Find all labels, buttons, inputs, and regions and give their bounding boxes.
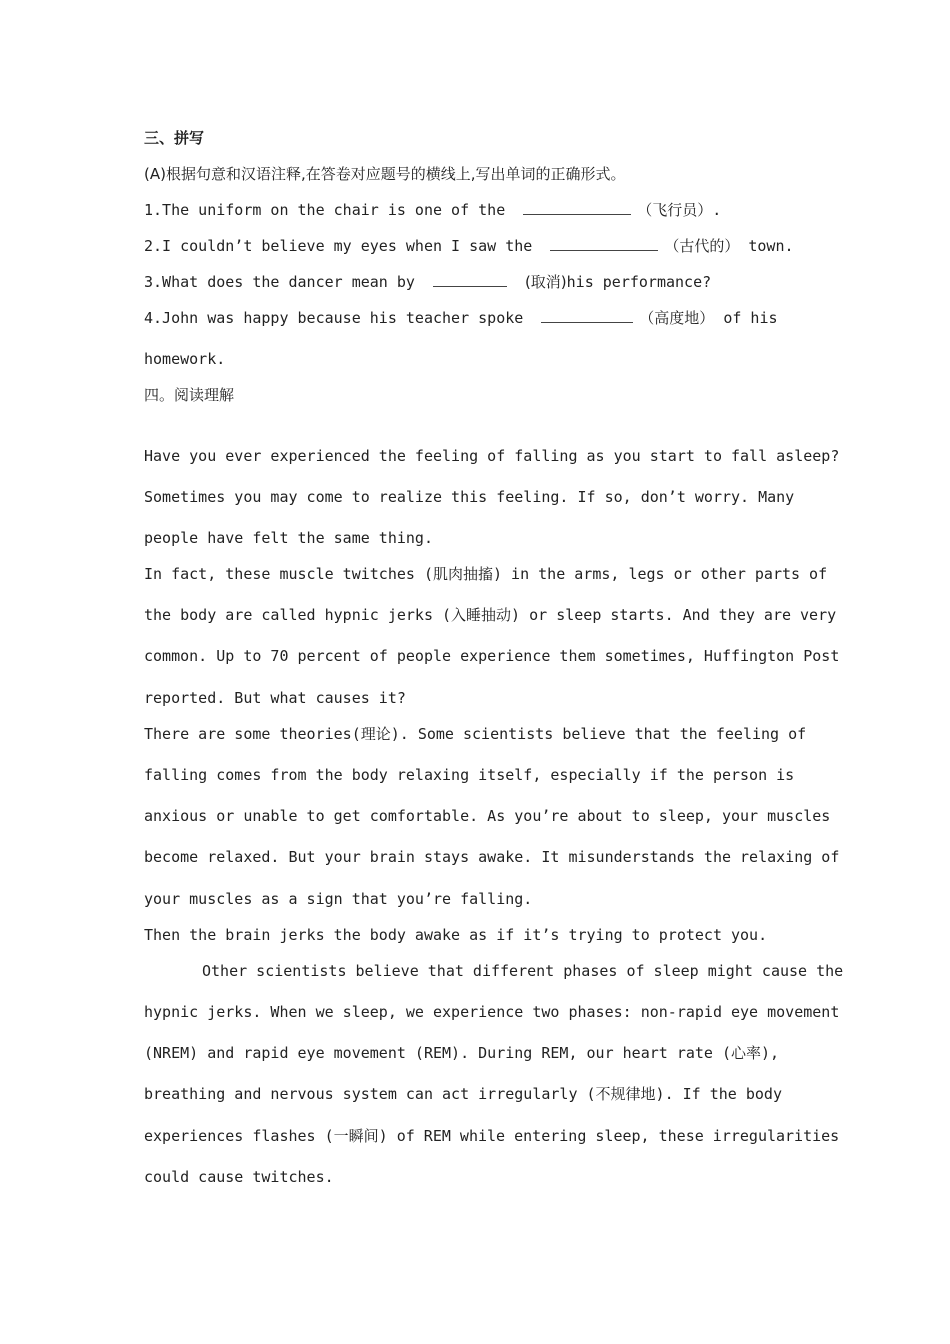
question-2-text: 2.I couldn’t believe my eyes when I saw the <box>144 237 533 255</box>
question-4-end: of his <box>714 309 778 327</box>
section-3-instruction: (A)根据句意和汉语注释,在答卷对应题号的横线上,写出单词的正确形式。 <box>144 165 626 183</box>
question-1 <box>144 200 721 220</box>
passage-line: experiences flashes (一瞬间) of REM while entering sleep, these irregularities <box>144 1127 840 1145</box>
passage-line: Other scientists believe that different phases of sleep might cause the <box>202 962 844 980</box>
question-2 <box>144 236 794 256</box>
question-3-blank[interactable] <box>433 272 507 287</box>
question-3-text: 3.What does the dancer mean by <box>144 273 415 291</box>
question-4-hint: （高度地） <box>639 309 715 327</box>
passage-line: common. Up to 70 percent of people experience them sometimes, Huffington Post <box>144 647 840 665</box>
question-2-hint: （古代的） <box>664 237 740 255</box>
passage-line: falling comes from the body relaxing itself, especially if the person is <box>144 766 795 784</box>
passage-line: There are some theories(理论). Some scientists believe that the feeling of <box>144 725 807 743</box>
question-2-blank[interactable] <box>550 236 658 251</box>
section-4-title: 四。阅读理解 <box>144 386 235 404</box>
question-1-hint: （飞行员） <box>637 201 713 219</box>
section-3-title: 三、拼写 <box>144 129 205 147</box>
passage-line: reported. But what causes it? <box>144 689 406 707</box>
question-4-continued: homework. <box>144 350 226 368</box>
passage-line: your muscles as a sign that you’re falling. <box>144 890 533 908</box>
passage-line: the body are called hypnic jerks (入睡抽动) or sleep starts. And they are very <box>144 606 837 624</box>
question-4-text: 4.John was happy because his teacher spoke <box>144 309 524 327</box>
question-1-end: . <box>712 201 722 219</box>
question-1-blank[interactable] <box>523 200 631 215</box>
passage-line: Sometimes you may come to realize this feeling. If so, don’t worry. Many <box>144 488 795 506</box>
passage-line: become relaxed. But your brain stays awake. It misunderstands the relaxing of <box>144 848 840 866</box>
question-4-blank[interactable] <box>541 308 633 323</box>
passage-line: Then the brain jerks the body awake as if it’s trying to protect you. <box>144 926 768 944</box>
passage-line: hypnic jerks. When we sleep, we experience two phases: non-rapid eye movement <box>144 1003 840 1021</box>
passage-line: (NREM) and rapid eye movement (REM). During REM, our heart rate (心率), <box>144 1044 780 1062</box>
question-3-hint: (取消) <box>524 273 567 291</box>
passage-line: breathing and nervous system can act irregularly (不规律地). If the body <box>144 1085 782 1103</box>
question-3 <box>144 272 711 292</box>
passage-line: anxious or unable to get comfortable. As you’re about to sleep, your muscles <box>144 807 831 825</box>
question-3-end: his performance? <box>566 273 712 291</box>
question-1-text: 1.The uniform on the chair is one of the <box>144 201 506 219</box>
question-2-end: town. <box>739 237 794 255</box>
passage-line: people have felt the same thing. <box>144 529 433 547</box>
passage-line: In fact, these muscle twitches (肌肉抽搐) in the arms, legs or other parts of <box>144 565 828 583</box>
question-4 <box>144 308 778 328</box>
passage-line: Have you ever experienced the feeling of falling as you start to fall asleep? <box>144 447 840 465</box>
passage-line: could cause twitches. <box>144 1168 334 1186</box>
